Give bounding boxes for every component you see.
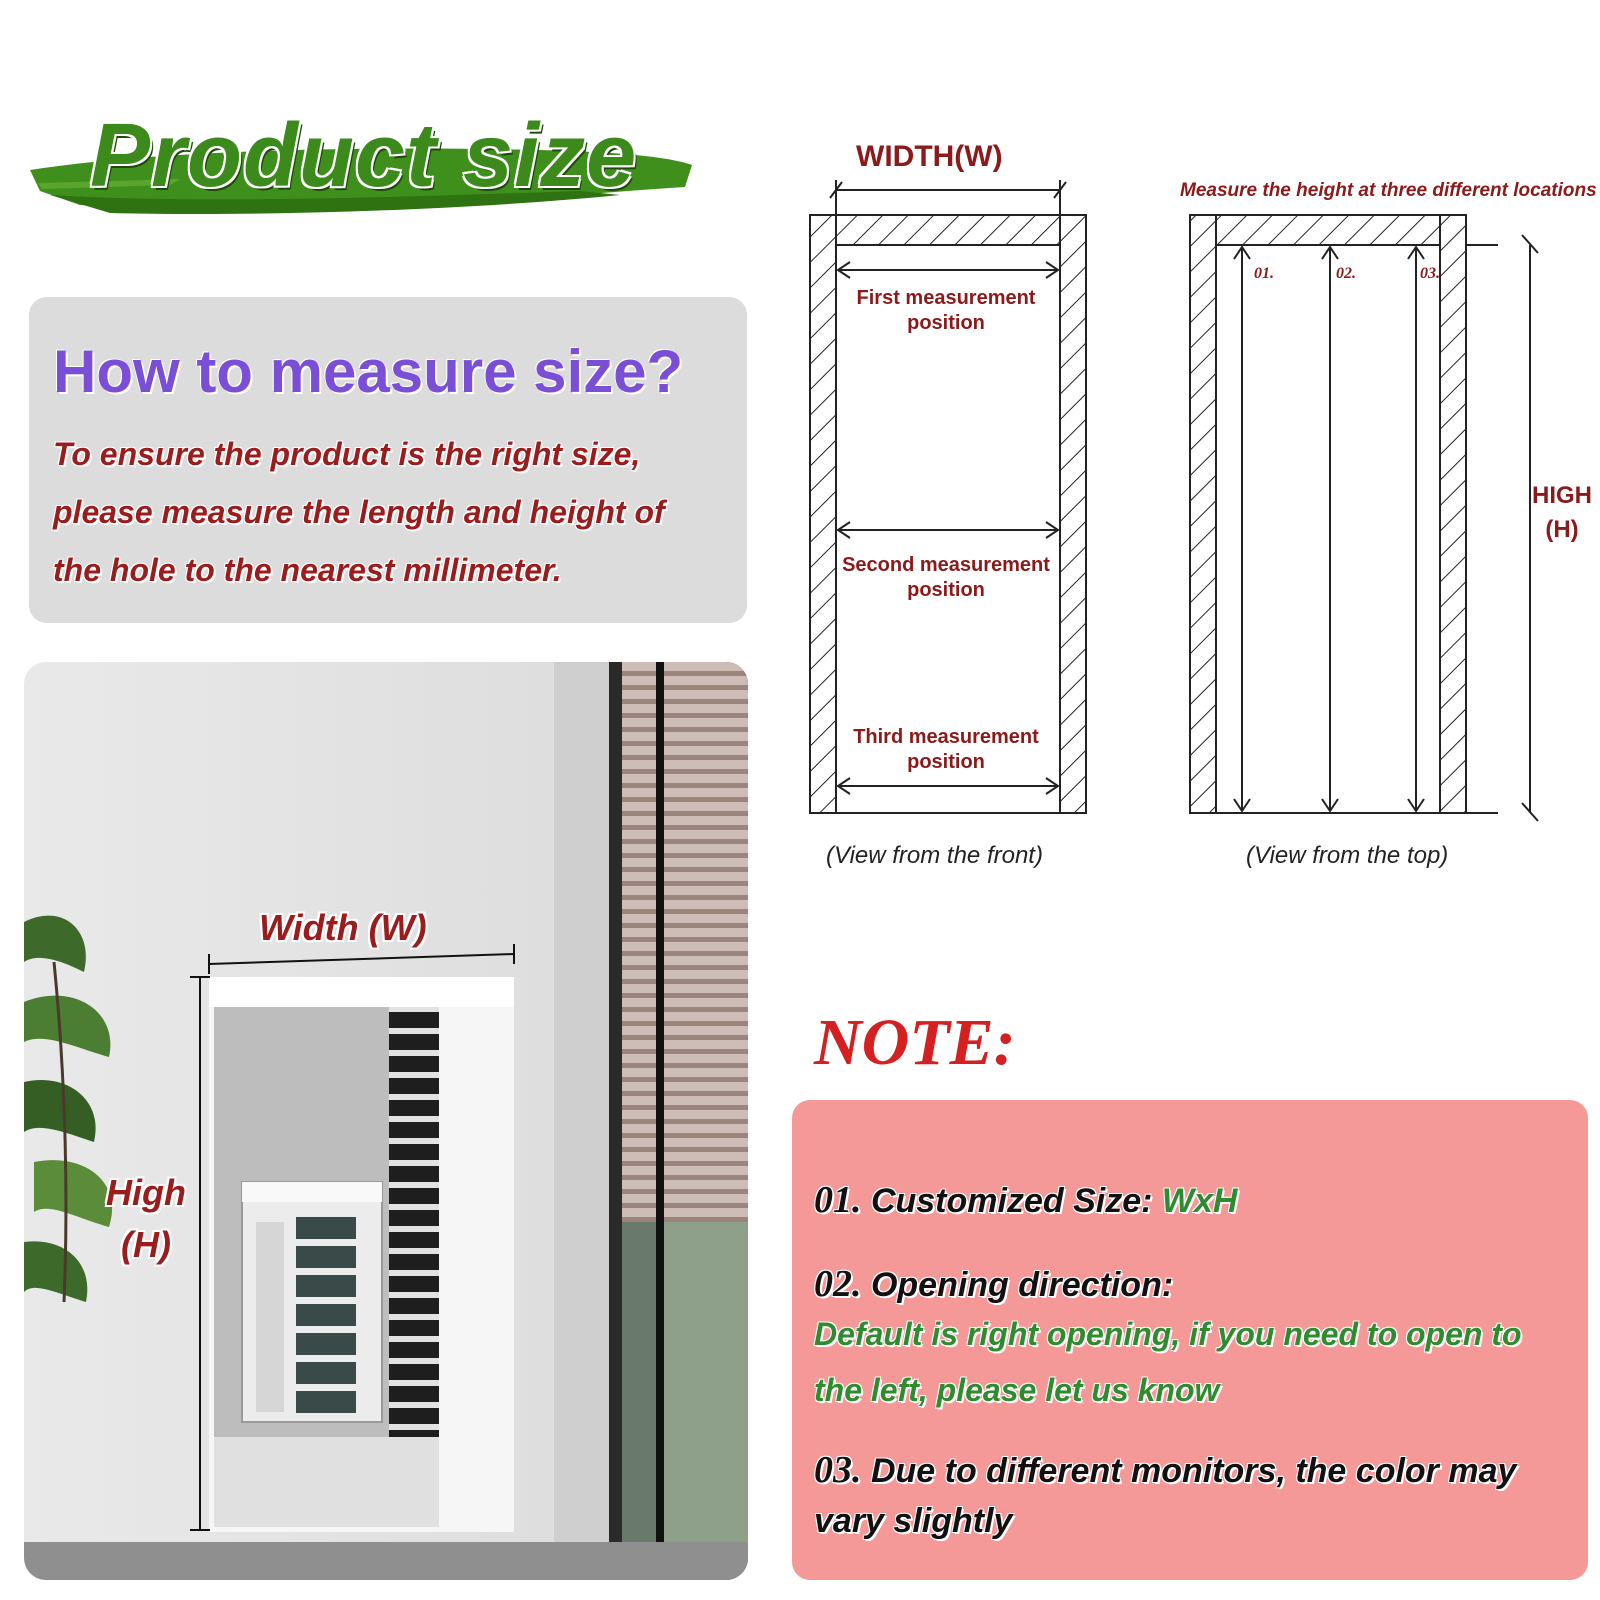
third-measurement-line2: position (907, 751, 985, 773)
room-photo (24, 662, 748, 1580)
how-to-measure-panel (29, 297, 747, 623)
second-measurement-line1: Second measurement (842, 554, 1050, 576)
front-view-caption: (View from the front) (826, 842, 1043, 869)
front-width-label: WIDTH(W) (856, 140, 1003, 173)
note-panel (792, 1100, 1588, 1580)
second-measurement-line2: position (907, 579, 985, 601)
third-measurement-label (836, 725, 1056, 775)
note-item-3-number: 03. (814, 1449, 862, 1491)
note-heading: NOTE: (814, 1006, 1016, 1079)
note-item-1 (814, 1178, 1237, 1222)
top-high-unit: (H) (1545, 516, 1579, 543)
top-view-diagram (1180, 205, 1540, 825)
photo-high-unit: (H) (121, 1224, 171, 1265)
first-measurement-line2: position (907, 312, 985, 334)
position-01-label: 01. (1254, 265, 1274, 282)
note-item-3-label: Due to different monitors, the color may (861, 1452, 1517, 1490)
page-title-banner (20, 95, 700, 225)
note-item-2 (814, 1262, 1173, 1306)
note-item-1-label: Customized Size: (861, 1182, 1162, 1220)
measure-text-line: the hole to the nearest millimeter. (53, 552, 562, 588)
third-measurement-line1: Third measurement (853, 726, 1039, 748)
top-high-label (1530, 482, 1594, 544)
photo-width-label: Width (W) (259, 907, 427, 948)
second-measurement-label (826, 553, 1066, 603)
note-item-2-label: Opening direction: (861, 1266, 1174, 1304)
measure-text-line: To ensure the product is the right size, (53, 436, 641, 472)
note-item-2-number: 02. (814, 1263, 862, 1305)
top-view-note: Measure the height at three different locations (1180, 180, 1597, 201)
note-item-2-line1: Default is right opening, if you need to open to (814, 1316, 1522, 1352)
note-item-1-number: 01. (814, 1179, 862, 1221)
measure-text-line: please measure the length and height of (53, 494, 665, 530)
photo-high-label: High (106, 1172, 186, 1213)
first-measurement-line1: First measurement (856, 287, 1036, 309)
page-title: Product size (90, 106, 638, 206)
room-illustration (24, 662, 748, 1580)
note-item-3 (814, 1448, 1516, 1492)
first-measurement-label (836, 286, 1056, 336)
note-item-1-value: WxH (1161, 1182, 1238, 1220)
top-view-caption: (View from the top) (1246, 842, 1449, 869)
note-item-3-line2: vary slightly (814, 1502, 1013, 1540)
position-03-label: 03. (1420, 265, 1440, 282)
position-02-label: 02. (1336, 265, 1356, 282)
how-to-measure-heading: How to measure size? (53, 338, 684, 405)
how-to-measure-text (53, 425, 733, 599)
note-item-2-line2: the left, please let us know (814, 1372, 1220, 1408)
top-high-text: HIGH (1532, 482, 1592, 509)
